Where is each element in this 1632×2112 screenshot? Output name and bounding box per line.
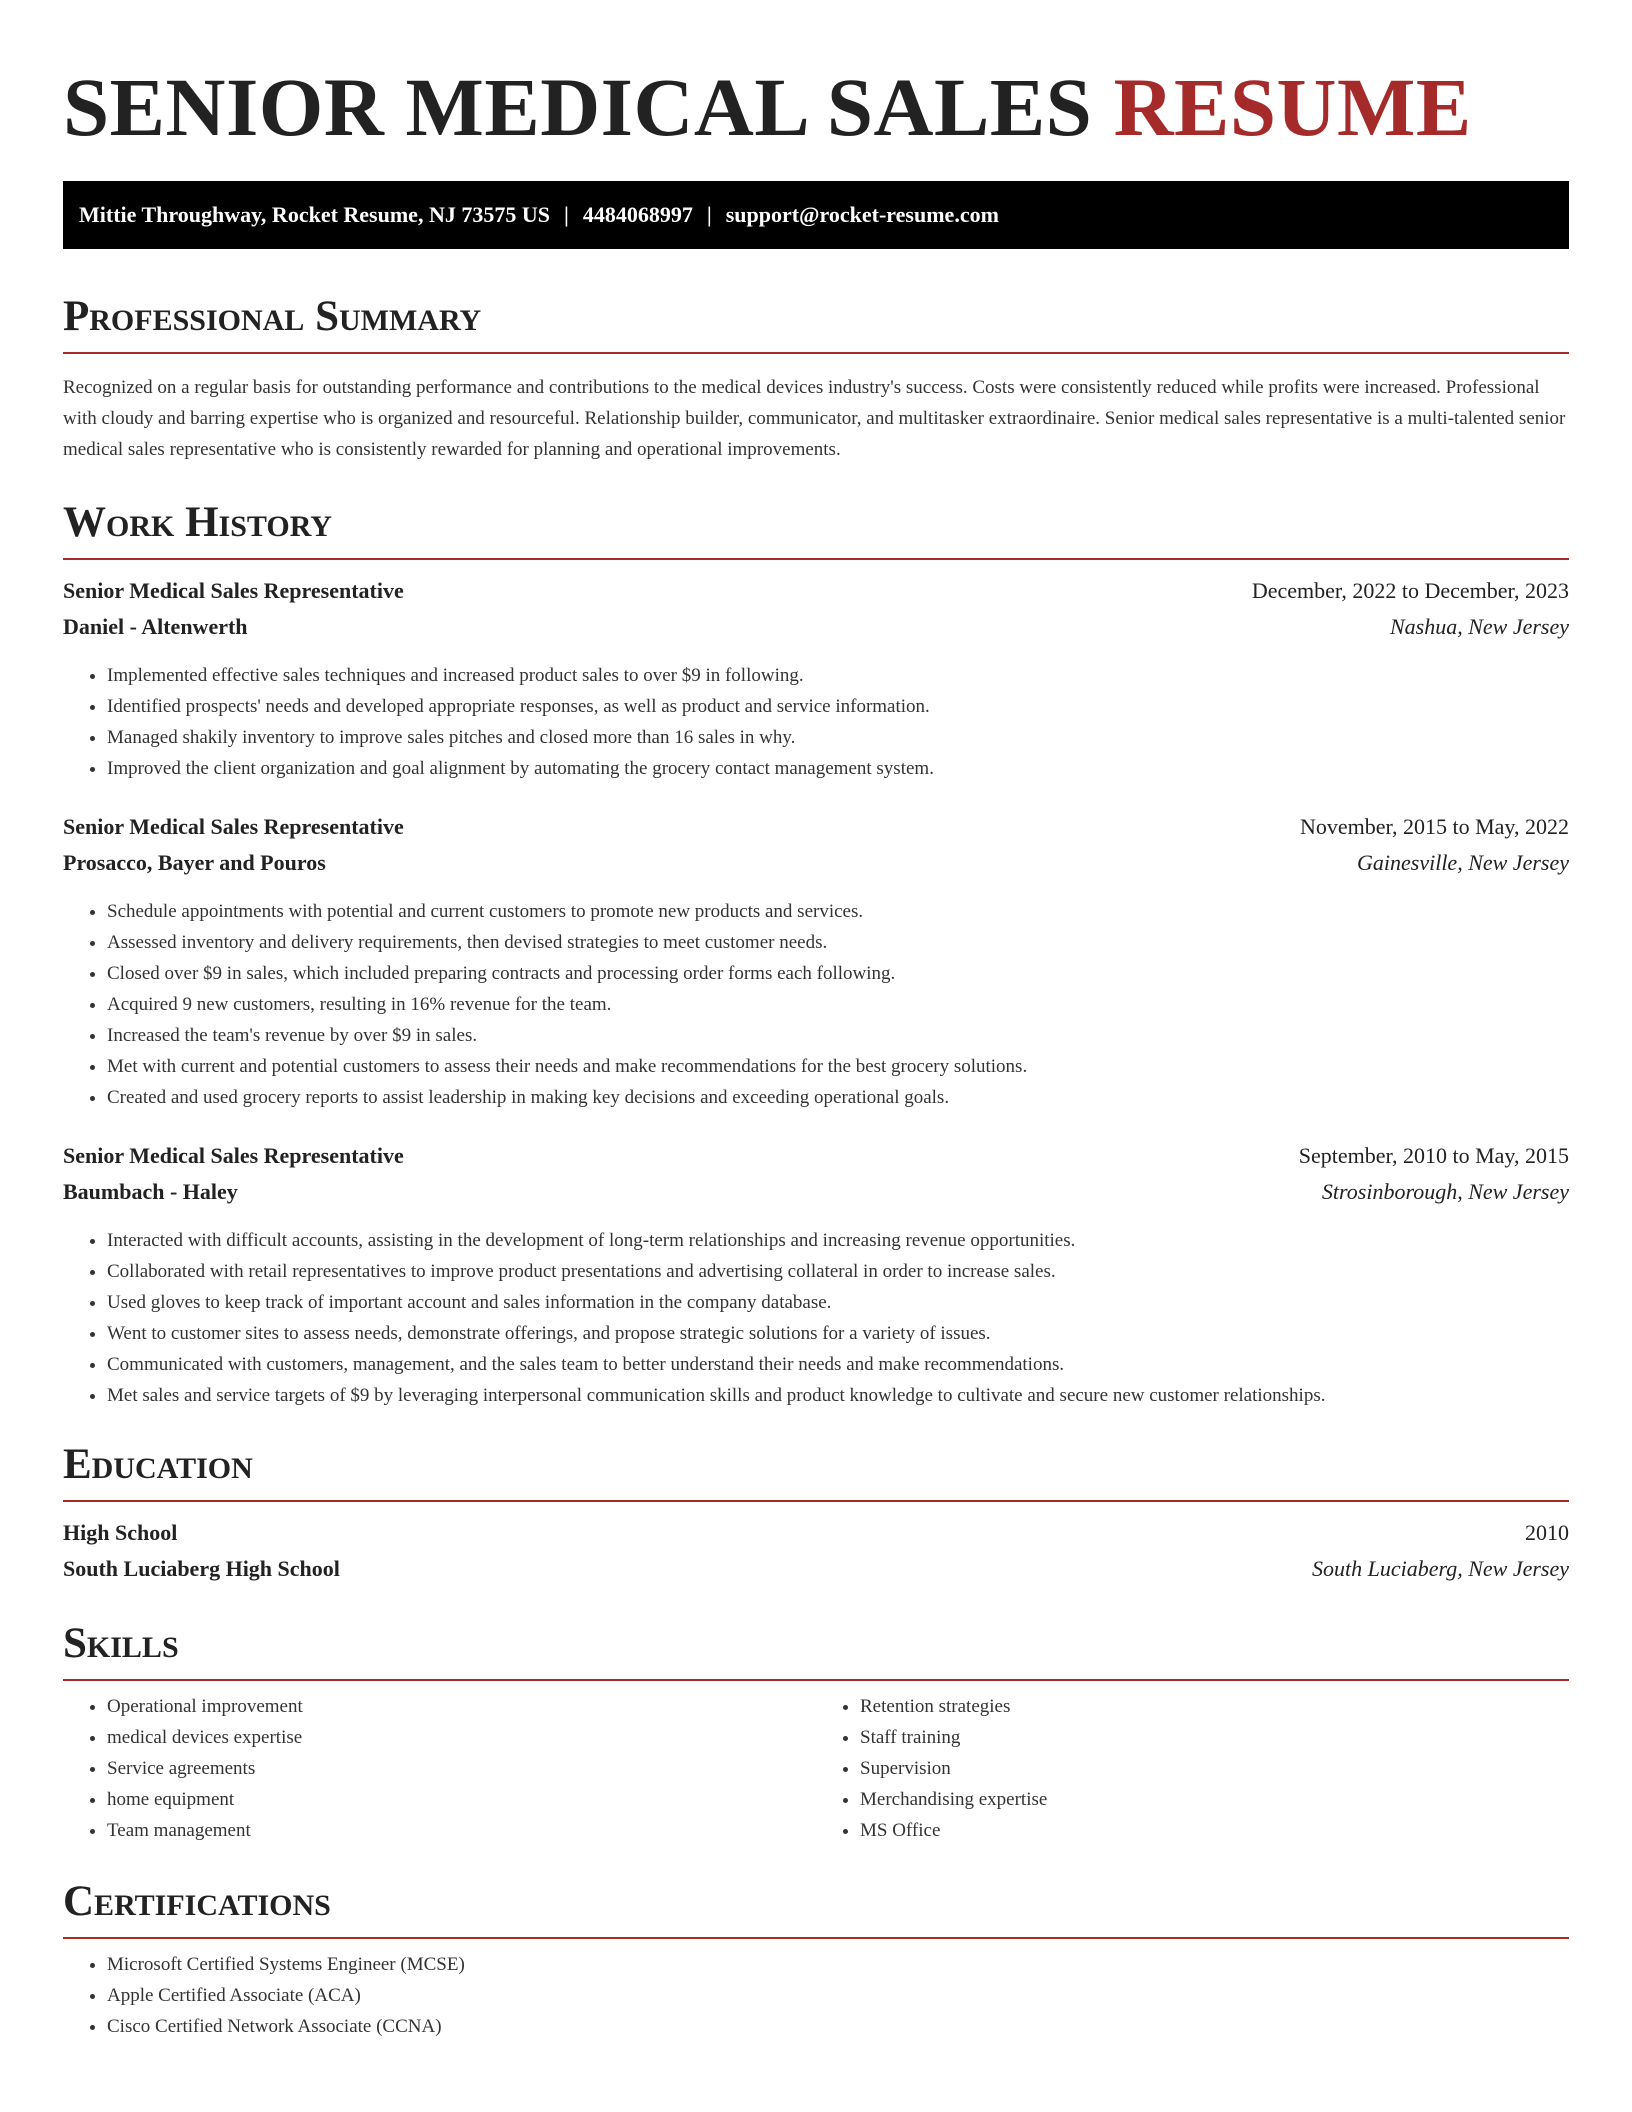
job-dates: November, 2015 to May, 2022 — [1300, 814, 1569, 839]
job-header-row — [63, 1143, 1569, 1179]
job-bullet: • Assessed inventory and delivery requirements, then devised strategies to meet customer needs. — [107, 927, 1569, 958]
skills-list-right — [816, 1691, 1569, 1846]
job-bullet: • Met sales and service targets of $9 by leveraging interpersonal communication skills and product knowledge to cultivate and secure new customer relationships. — [107, 1380, 1569, 1411]
job-bullet: • Improved the client organization and goal alignment by automating the grocery contact management system. — [107, 753, 1569, 784]
skill-item: • Service agreements — [107, 1753, 816, 1784]
contact-separator: | — [706, 202, 712, 227]
job-location: Nashua, New Jersey — [1389, 614, 1569, 639]
skill-item: • Supervision — [860, 1753, 1569, 1784]
education-school: South Luciaberg High School — [63, 1556, 340, 1581]
education-location: South Luciaberg, New Jersey — [1311, 1556, 1569, 1581]
job-bullet: • Communicated with customers, management, and the sales team to better understand their needs and make recommendations. — [107, 1349, 1569, 1380]
job-bullets — [63, 896, 1569, 1113]
contact-phone: 4484068997 — [582, 202, 693, 227]
education-degree-row — [63, 1520, 1569, 1556]
job-bullet: • Collaborated with retail representatives to improve product presentations and advertising collateral in order to increase sales. — [107, 1256, 1569, 1287]
job-bullets — [63, 660, 1569, 784]
job-location: Gainesville, New Jersey — [1357, 850, 1569, 875]
skill-item: • Staff training — [860, 1722, 1569, 1753]
job-company-row — [63, 614, 1569, 650]
contact-address: Mittie Throughway, Rocket Resume, NJ 73575 US — [79, 202, 550, 227]
title-main: SENIOR MEDICAL SALES — [63, 61, 1093, 153]
job-bullet: • Increased the team's revenue by over $9 in sales. — [107, 1020, 1569, 1051]
job-company-row — [63, 1179, 1569, 1215]
job-bullet: • Identified prospects' needs and developed appropriate responses, as well as product and service information. — [107, 691, 1569, 722]
job-dates: December, 2022 to December, 2023 — [1251, 578, 1569, 603]
certification-item: • Apple Certified Associate (ACA) — [107, 1980, 1569, 2011]
job-dates: September, 2010 to May, 2015 — [1298, 1143, 1569, 1168]
certification-item: • Cisco Certified Network Associate (CCNA) — [107, 2011, 1569, 2042]
job-bullet: • Closed over $9 in sales, which included preparing contracts and processing order forms each following. — [107, 958, 1569, 989]
job-bullet: • Acquired 9 new customers, resulting in 16% revenue for the team. — [107, 989, 1569, 1020]
job-title: Senior Medical Sales Representative — [63, 578, 404, 603]
certification-item: • Microsoft Certified Systems Engineer (MCSE) — [107, 1949, 1569, 1980]
job-header-row — [63, 578, 1569, 614]
skill-item: • Operational improvement — [107, 1691, 816, 1722]
title-accent: RESUME — [1113, 61, 1472, 153]
job-bullets — [63, 1225, 1569, 1411]
skill-item: • Retention strategies — [860, 1691, 1569, 1722]
job-header-row — [63, 814, 1569, 850]
job-entry — [63, 578, 1569, 784]
job-company-row — [63, 850, 1569, 886]
job-bullet: • Schedule appointments with potential and current customers to promote new products and services. — [107, 896, 1569, 927]
education-year: 2010 — [1525, 1520, 1569, 1545]
summary-heading: Professional Summary — [63, 295, 1569, 354]
resume-title — [63, 61, 1569, 153]
job-bullet: • Implemented effective sales techniques and increased product sales to over $9 in following. — [107, 660, 1569, 691]
job-company: Daniel - Altenwerth — [63, 614, 248, 639]
contact-email: support@rocket-resume.com — [725, 202, 999, 227]
contact-bar — [63, 181, 1569, 249]
education-heading: Education — [63, 1443, 1569, 1502]
certifications-heading: Certifications — [63, 1880, 1569, 1939]
skills-heading: Skills — [63, 1622, 1569, 1681]
job-bullet: • Created and used grocery reports to assist leadership in making key decisions and exceeding operational goals. — [107, 1082, 1569, 1113]
job-bullet: • Went to customer sites to assess needs, demonstrate offerings, and propose strategic solutions for a variety of issues. — [107, 1318, 1569, 1349]
skill-item: • home equipment — [107, 1784, 816, 1815]
job-entry — [63, 1143, 1569, 1411]
job-location: Strosinborough, New Jersey — [1321, 1179, 1569, 1204]
skills-grid — [63, 1691, 1569, 1846]
job-bullet: • Interacted with difficult accounts, assisting in the development of long-term relationships and increasing revenue opportunities. — [107, 1225, 1569, 1256]
job-bullet: • Used gloves to keep track of important account and sales information in the company database. — [107, 1287, 1569, 1318]
job-entry — [63, 814, 1569, 1113]
education-entry — [63, 1520, 1569, 1592]
job-title: Senior Medical Sales Representative — [63, 1143, 404, 1168]
work-history-heading: Work History — [63, 501, 1569, 560]
job-company: Baumbach - Haley — [63, 1179, 238, 1204]
contact-separator: | — [563, 202, 569, 227]
skills-list-left — [63, 1691, 816, 1846]
job-company: Prosacco, Bayer and Pouros — [63, 850, 326, 875]
education-degree: High School — [63, 1520, 178, 1545]
skill-item: • Team management — [107, 1815, 816, 1846]
skill-item: • medical devices expertise — [107, 1722, 816, 1753]
skill-item: • MS Office — [860, 1815, 1569, 1846]
job-bullet: • Managed shakily inventory to improve sales pitches and closed more than 16 sales in why. — [107, 722, 1569, 753]
summary-text: Recognized on a regular basis for outstanding performance and contributions to the medical devices industry's success. Costs were consistently reduced while profits were increased. Professional with cloudy and barring expertise who is organized and resourceful. Relationship builder, communicator, and multitasker extraordinaire. Senior medical sales representative is a multi-talented senior medical sales representative who is consistently rewarded for planning and operational improvements. — [63, 377, 1566, 460]
job-title: Senior Medical Sales Representative — [63, 814, 404, 839]
certifications-list — [63, 1949, 1569, 2042]
education-school-row — [63, 1556, 1569, 1592]
job-bullet: • Met with current and potential customers to assess their needs and make recommendations for the best grocery solutions. — [107, 1051, 1569, 1082]
skill-item: • Merchandising expertise — [860, 1784, 1569, 1815]
